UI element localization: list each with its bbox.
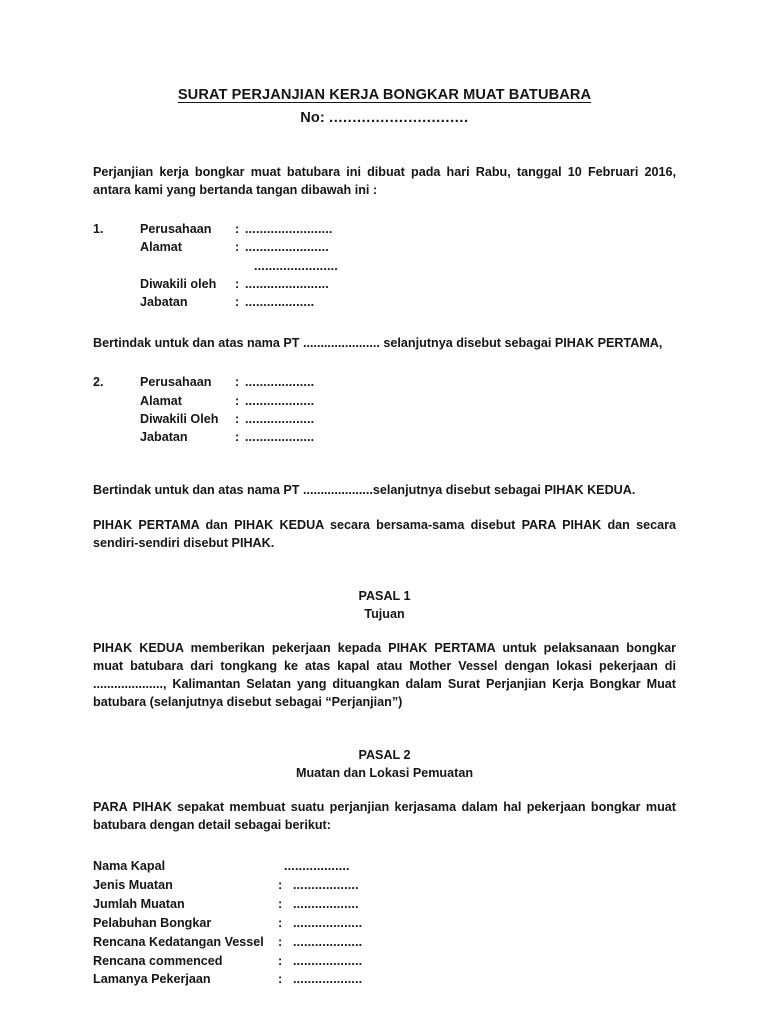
detail-label-pelabuhan-bongkar: Pelabuhan Bongkar (93, 915, 212, 930)
party-one-value-alamat-continuation: ....................... (254, 258, 338, 273)
party-two-row-diwakili (93, 410, 676, 428)
party-one-label-diwakili: Diwakili oleh (140, 276, 217, 291)
party-one-row-alamat-continuation (93, 257, 676, 275)
party-one-label-alamat: Alamat (140, 240, 182, 255)
detail-row-lamanya-pekerjaan (93, 970, 676, 989)
party-two-value-diwakili: ................... (245, 411, 315, 426)
party-two-separator-diwakili: : (235, 411, 240, 426)
detail-value-rencana-commenced: ................... (293, 953, 363, 968)
detail-label-jumlah-muatan: Jumlah Muatan (93, 896, 185, 911)
detail-label-nama-kapal: Nama Kapal (93, 859, 166, 874)
document-number-line (93, 109, 676, 129)
party-two-number: 2. (93, 375, 104, 390)
first-party-statement: Bertindak untuk dan atas nama PT ...................... selanjutnya disebut sebagai PIHAK PERTAMA, (93, 336, 663, 351)
intro-paragraph: Perjanjian kerja bongkar muat batubara ini dibuat pada hari Rabu, tanggal 10 Februari 2016, antara kami yang bertanda tangan dibawah ini : (93, 165, 676, 198)
detail-separator-jenis-muatan: : (278, 878, 283, 893)
party-one-row-perusahaan (93, 220, 676, 238)
party-one-value-jabatan: ................... (245, 295, 315, 310)
detail-separator-rencana-kedatangan-vessel: : (278, 934, 283, 949)
detail-row-nama-kapal (93, 857, 676, 876)
page-title (93, 86, 676, 106)
party-two-row-perusahaan (93, 373, 676, 391)
page-title-text: SURAT PERJANJIAN KERJA BONGKAR MUAT BATUBARA (177, 87, 592, 103)
detail-value-nama-kapal: .................. (284, 859, 350, 874)
detail-row-rencana-commenced (93, 952, 676, 971)
detail-label-lamanya-pekerjaan: Lamanya Pekerjaan (93, 972, 211, 987)
document-number-value: .............................. (329, 109, 469, 126)
party-two-label-jabatan: Jabatan (140, 430, 188, 444)
party-two-label-alamat: Alamat (140, 393, 182, 408)
pasal-1-body (93, 640, 676, 712)
detail-separator-rencana-commenced: : (278, 953, 283, 968)
pasal-1-subheading: Tujuan (364, 607, 405, 622)
pasal-1-quoted-term: “Perjanjian” (325, 695, 399, 709)
detail-value-jenis-muatan: .................. (293, 878, 359, 893)
party-two-separator-jabatan: : (235, 430, 240, 444)
party-one-value-diwakili: ....................... (245, 276, 329, 291)
pasal-2-body: PARA PIHAK sepakat membuat suatu perjanjian kerjasama dalam hal pekerjaan bongkar muat batubara dengan detail sebagai berikut: (93, 800, 676, 833)
party-two-value-alamat: ................... (245, 393, 315, 408)
document-number-label: No: (300, 109, 325, 126)
party-two-separator-alamat: : (235, 393, 240, 408)
party-one-label-perusahaan: Perusahaan (140, 222, 212, 237)
party-one-row-diwakili (93, 275, 676, 293)
party-two-label-diwakili: Diwakili Oleh (140, 411, 219, 426)
party-two-row-alamat (93, 392, 676, 410)
party-one-label-jabatan: Jabatan (140, 295, 188, 310)
party-one-number: 1. (93, 222, 104, 237)
detail-value-jumlah-muatan: .................. (293, 896, 359, 911)
party-one-separator-alamat: : (235, 240, 240, 255)
party-one-row-jabatan (93, 293, 676, 311)
party-one-block (93, 220, 676, 311)
cargo-detail-list (93, 857, 676, 989)
detail-separator-pelabuhan-bongkar: : (278, 915, 283, 930)
detail-row-jumlah-muatan (93, 895, 676, 914)
detail-row-pelabuhan-bongkar (93, 914, 676, 933)
party-two-value-jabatan: ................... (245, 430, 315, 444)
pasal-1-body-part-1: PIHAK KEDUA memberikan pekerjaan kepada PIHAK PERTAMA untuk pelaksanaan bongkar muat batubara dari tongkang ke atas kapal atau Mother Vessel dengan lokasi pekerjaan di ...................., Kalimantan Selatan yang dituangkan dalam Surat Perjanjian Kerja Bongkar Muat batubara (selanjutnya disebut sebagai (93, 641, 676, 709)
party-one-separator-diwakili: : (235, 276, 240, 291)
detail-separator-lamanya-pekerjaan: : (278, 972, 283, 987)
party-two-separator-perusahaan: : (235, 375, 240, 390)
party-two-label-perusahaan: Perusahaan (140, 375, 212, 390)
party-one-row-alamat (93, 238, 676, 256)
second-party-statement: Bertindak untuk dan atas nama PT ....................selanjutnya disebut sebagai PIHAK KEDUA. (93, 483, 636, 498)
detail-value-rencana-kedatangan-vessel: ................... (293, 934, 363, 949)
pasal-2-heading: PASAL 2 (358, 747, 411, 762)
detail-separator-jumlah-muatan: : (278, 896, 283, 911)
detail-label-rencana-kedatangan-vessel: Rencana Kedatangan Vessel (93, 934, 264, 949)
detail-label-jenis-muatan: Jenis Muatan (93, 878, 173, 893)
party-two-block (93, 373, 676, 446)
detail-row-jenis-muatan (93, 876, 676, 895)
party-one-separator-jabatan: : (235, 295, 240, 310)
party-two-value-perusahaan: ................... (245, 375, 315, 390)
detail-row-rencana-kedatangan-vessel (93, 933, 676, 952)
party-one-value-perusahaan: ........................ (245, 222, 333, 237)
party-one-value-alamat: ....................... (245, 240, 329, 255)
pasal-2-subheading: Muatan dan Lokasi Pemuatan (295, 766, 474, 781)
detail-value-pelabuhan-bongkar: ................... (293, 915, 363, 930)
parties-definition-paragraph: PIHAK PERTAMA dan PIHAK KEDUA secara bersama-sama disebut PARA PIHAK dan secara sendiri-sendiri disebut PIHAK. (93, 518, 676, 550)
detail-label-rencana-commenced: Rencana commenced (93, 953, 223, 968)
party-one-separator-perusahaan: : (235, 222, 240, 237)
detail-value-lamanya-pekerjaan: ................... (293, 972, 363, 987)
pasal-1-heading: PASAL 1 (358, 588, 411, 603)
pasal-1-body-part-2: ) (398, 695, 403, 709)
party-two-row-jabatan (93, 428, 676, 446)
document-content (93, 86, 676, 989)
